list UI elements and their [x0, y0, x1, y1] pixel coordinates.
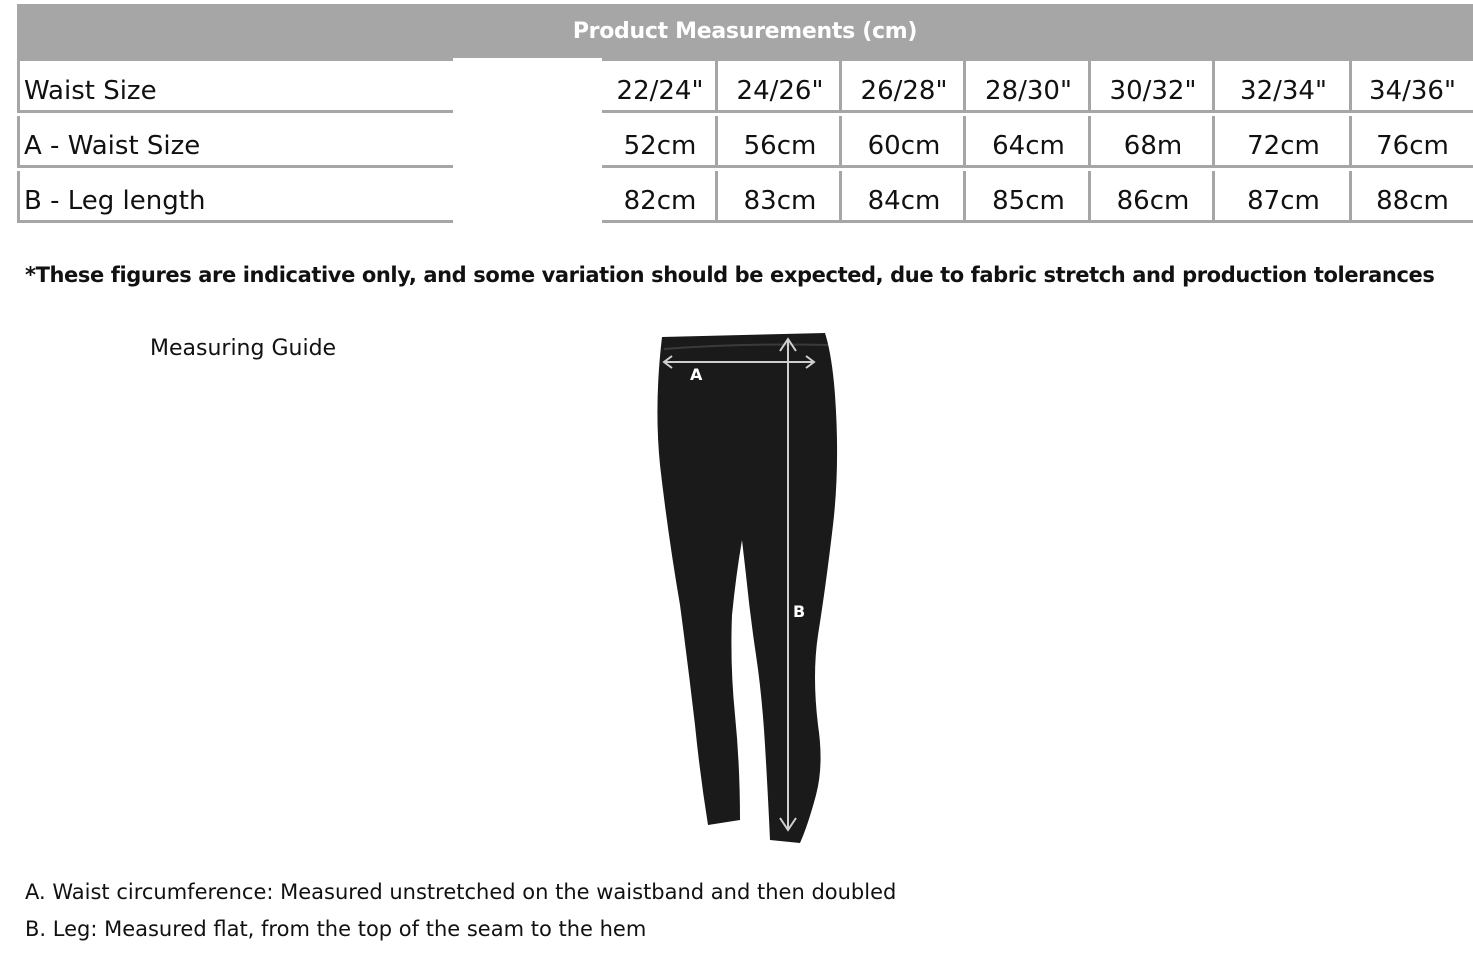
table-cell: 52cm — [602, 116, 718, 168]
table-cell: 30/32" — [1088, 61, 1215, 113]
table-cell: 88cm — [1349, 171, 1473, 223]
table-cell: 82cm — [602, 171, 718, 223]
table-cell: 83cm — [715, 171, 842, 223]
table-row-leg-length — [17, 171, 1473, 223]
table-cell: 85cm — [963, 171, 1091, 223]
table-cell: 22/24" — [602, 61, 718, 113]
table-cell: 72cm — [1212, 116, 1352, 168]
table-row-waist-size — [17, 61, 1473, 113]
marker-a: A — [690, 365, 703, 384]
table-row-waist-measure — [17, 116, 1473, 168]
table-title: Product Measurements (cm) — [17, 4, 1473, 58]
table-cell: 76cm — [1349, 116, 1473, 168]
table-cell: 26/28" — [839, 61, 966, 113]
table-cell: 34/36" — [1349, 61, 1473, 113]
table-cell: 68m — [1088, 116, 1215, 168]
table-cell: 32/34" — [1212, 61, 1352, 113]
explanation-a: A. Waist circumference: Measured unstretched on the waistband and then doubled — [25, 880, 897, 904]
leggings-diagram — [640, 325, 860, 855]
table-cell: 24/26" — [715, 61, 842, 113]
table-cell: 87cm — [1212, 171, 1352, 223]
table-cell: 56cm — [715, 116, 842, 168]
row-label: Waist Size — [17, 61, 453, 113]
row-label: A - Waist Size — [17, 116, 453, 168]
table-cell: 84cm — [839, 171, 966, 223]
disclaimer-note: *These figures are indicative only, and some variation should be expected, due to fabric stretch and production tolerances — [25, 263, 1435, 287]
table-cell: 64cm — [963, 116, 1091, 168]
table-cell: 86cm — [1088, 171, 1215, 223]
table-cell: 60cm — [839, 116, 966, 168]
explanation-b: B. Leg: Measured flat, from the top of the seam to the hem — [25, 917, 647, 941]
table-cell: 28/30" — [963, 61, 1091, 113]
marker-b: B — [793, 602, 806, 621]
leggings-garment — [657, 333, 837, 843]
measuring-guide-title: Measuring Guide — [150, 336, 337, 361]
measurements-table — [17, 4, 1473, 216]
row-label: B - Leg length — [17, 171, 453, 223]
